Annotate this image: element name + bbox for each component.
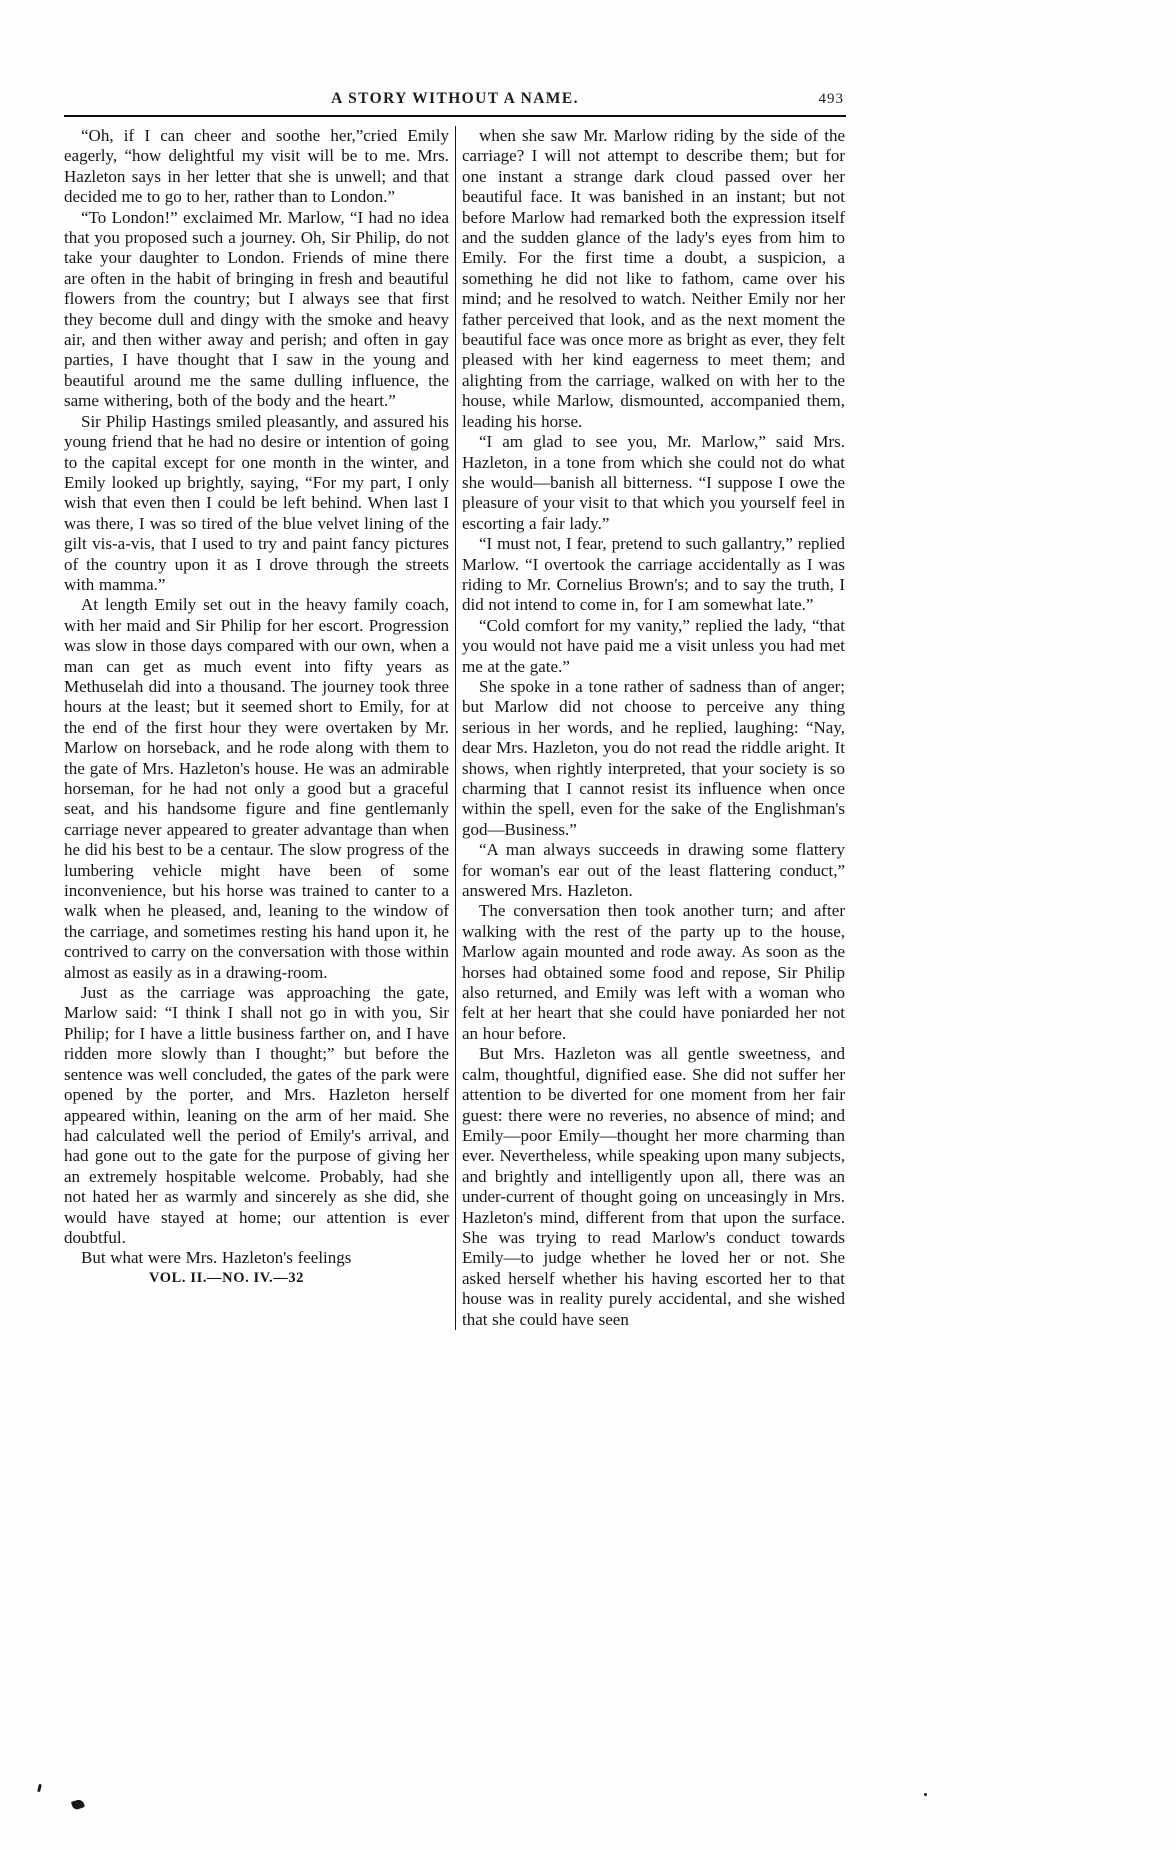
paragraph: Sir Philip Hastings smiled pleasantly, and assured his young friend that he had no desire or intention of going to the capital except for one month in the winter, and Emily looked up brightly, saying, “For my part, I only wish that even then I could be left behind. When last I was there, I was so tired of the blue velvet lining of the gilt vis-a-vis, that I used to try and paint fancy pictures of the country upon it as I drove through the streets with mamma.” <box>64 411 449 594</box>
right-column <box>462 126 845 1330</box>
scan-artifact <box>37 1784 42 1792</box>
paragraph: “To London!” exclaimed Mr. Marlow, “I had no idea that you proposed such a journey. Oh, Sir Philip, do not take your daughter to London. Friends of mine there are often in the habit of bringing in fresh and beautiful flowers from the country; but I always see that first they become dull and dingy with the smoke and heavy air, and then wither away and perish; and often in gay parties, I have thought that I saw in the young and beautiful around me the same dulling influence, the same withering, both of the body and the heart.” <box>64 207 449 411</box>
volume-footline: VOL. II.—NO. IV.—32 <box>148 1269 305 1286</box>
paragraph: But what were Mrs. Hazleton's feelings <box>81 1248 352 1268</box>
paragraph: At length Emily set out in the heavy family coach, with her maid and Sir Philip for her escort. Progression was slow in those days compared with our own, when a man can get as much event into fifty years as Methuselah did into a thousand. The journey took three hours at the least; but it seemed short to Emily, for at the end of the first hour they were overtaken by Mr. Marlow on horseback, and he rode along with them to the gate of Mrs. Hazleton's house. He was an admirable horseman, for he had not only a good but a graceful seat, and his handsome figure and fine gentlemanly carriage never appeared to greater advantage than when he did his best to be a centaur. The slow progress of the lumbering vehicle might have been of some inconvenience, but his horse was trained to canter to a walk when he pleased, and, leaning to the window of the carriage, and sometimes resting his hand upon it, he contrived to carry on the conversation with those within almost as easily as in a drawing-room. <box>64 595 449 982</box>
header-rule <box>64 115 846 117</box>
paragraph: “I must not, I fear, pretend to such gallantry,” replied Marlow. “I overtook the carriage accidentally as I was riding to Mr. Cornelius Brown's; and to say the truth, I did not intend to come in, for I am somewhat late.” <box>462 534 845 615</box>
running-head-title: A STORY WITHOUT A NAME. <box>331 90 579 107</box>
paragraph: “Cold comfort for my vanity,” replied the lady, “that you would not have paid me a visit unless you had met me at the gate.” <box>462 615 845 676</box>
paragraph: The conversation then took another turn; and after walking with the rest of the party up to the house, Marlow again mounted and rode away. As soon as the horses had obtained some food and repose, Sir Philip also returned, and Emily was left with a woman who felt at her heart that she could have poniarded her not an hour before. <box>462 901 845 1043</box>
page-header <box>64 90 846 112</box>
scan-artifact <box>71 1798 85 1810</box>
paragraph: Just as the carriage was approaching the gate, Marlow said: “I think I shall not go in with you, Sir Philip; for I have a little business farther on, and I have ridden more slowly than I thought;” but before the sentence was well concluded, the gates of the park were opened by the porter, and Mrs. Hazleton herself appeared within, leaning on the arm of her maid. She had calculated well the period of Emily's arrival, and had gone out to the gate for the purpose of giving her an extremely hospitable welcome. Probably, had she not hated her as warmly and sincerely as she did, she would have stayed at home; our attention is ever doubtful. <box>64 983 449 1247</box>
paragraph: She spoke in a tone rather of sadness than of anger; but Marlow did not choose to perceive any thing serious in her words, and he replied, laughing: “Nay, dear Mrs. Hazleton, you do not read the riddle aright. It shows, when rightly interpreted, that your society is so charming that I cannot resist its influence when once within the spell, even for the sake of the Englishman's god—Business.” <box>462 676 845 839</box>
page-content <box>64 90 846 1330</box>
paragraph: “I am glad to see you, Mr. Marlow,” said Mrs. Hazleton, in a tone from which she could not do what she would—banish all bitterness. “I suppose I owe the pleasure of your visit to that which you yourself feel in escorting a fair lady.” <box>462 432 845 533</box>
paragraph: “A man always succeeds in drawing some flattery for woman's ear out of the least flattering conduct,” answered Mrs. Hazleton. <box>462 840 845 901</box>
paragraph: But Mrs. Hazleton was all gentle sweetness, and calm, thoughtful, dignified ease. She did not suffer her attention to be diverted for one moment from her fair guest: there were no reveries, no absence of mind; and Emily—poor Emily—thought her more charming than ever. Nevertheless, while speaking upon many subjects, and brightly and intelligently upon all, there was an under-current of thought going on unceasingly in Mrs. Hazleton's mind, different from that upon the surface. She was trying to read Marlow's conduct towards Emily—to judge whether he loved her or not. She asked herself whether his having escorted her to that house was in reality purely accidental, and she wished that she could have seen <box>462 1044 845 1329</box>
column-divider <box>455 126 456 1330</box>
page-number: 493 <box>818 91 844 107</box>
paragraph: “Oh, if I can cheer and soothe her,”cried Emily eagerly, “how delightful my visit will be to me. Mrs. Hazleton says in her letter that she is unwell; and that decided me to go to her, rather than to London.” <box>64 126 449 207</box>
paragraph: when she saw Mr. Marlow riding by the side of the carriage? I will not attempt to describe them; but for one instant a strange dark cloud passed over her beautiful face. It was banished in an instant; but not before Marlow had remarked both the expression itself and the sudden glance of the lady's eyes from him to Emily. For the first time a doubt, a suspicion, a something he did not like to fathom, came over his mind; and he resolved to watch. Neither Emily nor her father perceived that look, and as the next moment the beautiful face was once more as bright as ever, they felt pleased with her kind eagerness to meet them; and alighting from the carriage, walked on with her to the house, while Marlow, dismounted, accompanied them, leading his horse. <box>462 126 845 431</box>
left-column <box>64 126 449 1330</box>
text-columns <box>64 126 846 1330</box>
scan-artifact <box>924 1793 927 1796</box>
